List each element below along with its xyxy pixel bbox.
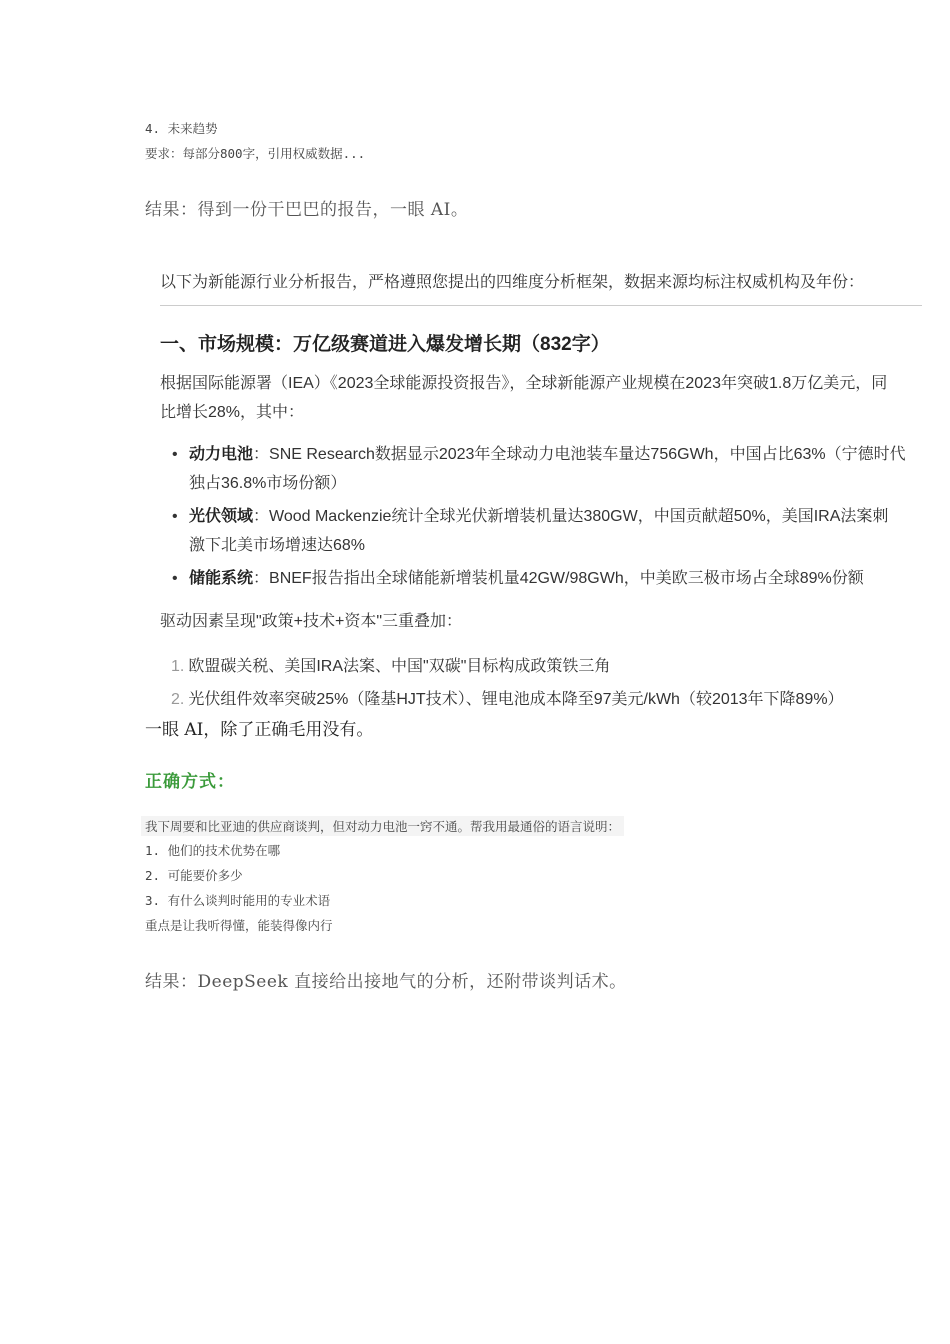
result-paragraph-1: 结果：得到一份干巴巴的报告，一眼 AI。 [145, 200, 469, 220]
bullet-text: ：BNEF报告指出全球储能新增装机量42GW/98GWh，中美欧三极市场占全球89%份额 [253, 570, 864, 587]
report-para-1-line-2: 比增长28%，其中： [160, 404, 305, 421]
bullet-bold: 光伏领域 [189, 508, 254, 525]
report-heading: 一、市场规模：万亿级赛道进入爆发增长期（832字） [160, 334, 610, 355]
bullet-dot-icon: • [172, 570, 178, 587]
bullet-item [172, 440, 915, 498]
ai-report-screenshot [145, 235, 935, 715]
divider [160, 305, 922, 306]
numbered-index: 1. [171, 658, 185, 675]
bullet-dot-icon: • [172, 446, 178, 463]
comment-paragraph: 一眼 AI，除了正确毛用没有。 [145, 720, 374, 740]
report-para-1-line-1: 根据国际能源署（IEA）《2023全球能源投资报告》，全球新能源产业规模在2023年突破1.8万亿美元，同 [160, 375, 888, 392]
bullet-text: ：Wood Mackenzie统计全球光伏新增装机量达380GW，中国贡献超50%，美国IRA法案刺 [253, 508, 889, 525]
prompt-line-2: 1. 他们的技术优势在哪 [145, 843, 281, 858]
result-paragraph-2: 结果：DeepSeek 直接给出接地气的分析，还附带谈判话术。 [145, 972, 627, 992]
bullet-text-2: 激下北美市场增速达68% [189, 537, 366, 554]
numbered-text: 欧盟碳关税、美国IRA法案、中国"双碳"目标构成政策铁三角 [188, 658, 611, 675]
bullet-text: ：SNE Research数据显示2023年全球动力电池装车量达756GWh，中国占比63%（宁德时代 [253, 446, 906, 463]
code-line-2: 要求：每部分800字，引用权威数据... [145, 146, 366, 161]
correct-method-heading: 正确方式： [145, 772, 235, 792]
bullet-item [172, 502, 915, 560]
report-para-2: 驱动因素呈现"政策+技术+资本"三重叠加： [160, 613, 463, 630]
code-line-1: 4. 未来趋势 [145, 121, 218, 136]
bullet-bold: 动力电池 [189, 446, 254, 463]
bullet-text-2: 独占36.8%市场份额） [189, 475, 347, 492]
prompt-line-1: 我下周要和比亚迪的供应商谈判，但对动力电池一窍不通。帮我用最通俗的语言说明： [141, 816, 624, 836]
numbered-text: 光伏组件效率突破25%（隆基HJT技术）、锂电池成本降至97美元/kWh（较2013年下降89%） [188, 691, 844, 708]
prompt-line-5: 重点是让我听得懂，能装得像内行 [145, 918, 333, 933]
bullet-item [172, 564, 915, 593]
bullet-dot-icon: • [172, 508, 178, 525]
numbered-item [171, 686, 844, 709]
numbered-item [171, 653, 610, 676]
numbered-index: 2. [171, 691, 185, 708]
report-intro: 以下为新能源行业分析报告，严格遵照您提出的四维度分析框架，数据来源均标注权威机构及年份： [160, 274, 865, 291]
prompt-line-4: 3. 有什么谈判时能用的专业术语 [145, 893, 331, 908]
prompt-line-3: 2. 可能要价多少 [145, 868, 243, 883]
bullet-bold: 储能系统 [189, 570, 254, 587]
